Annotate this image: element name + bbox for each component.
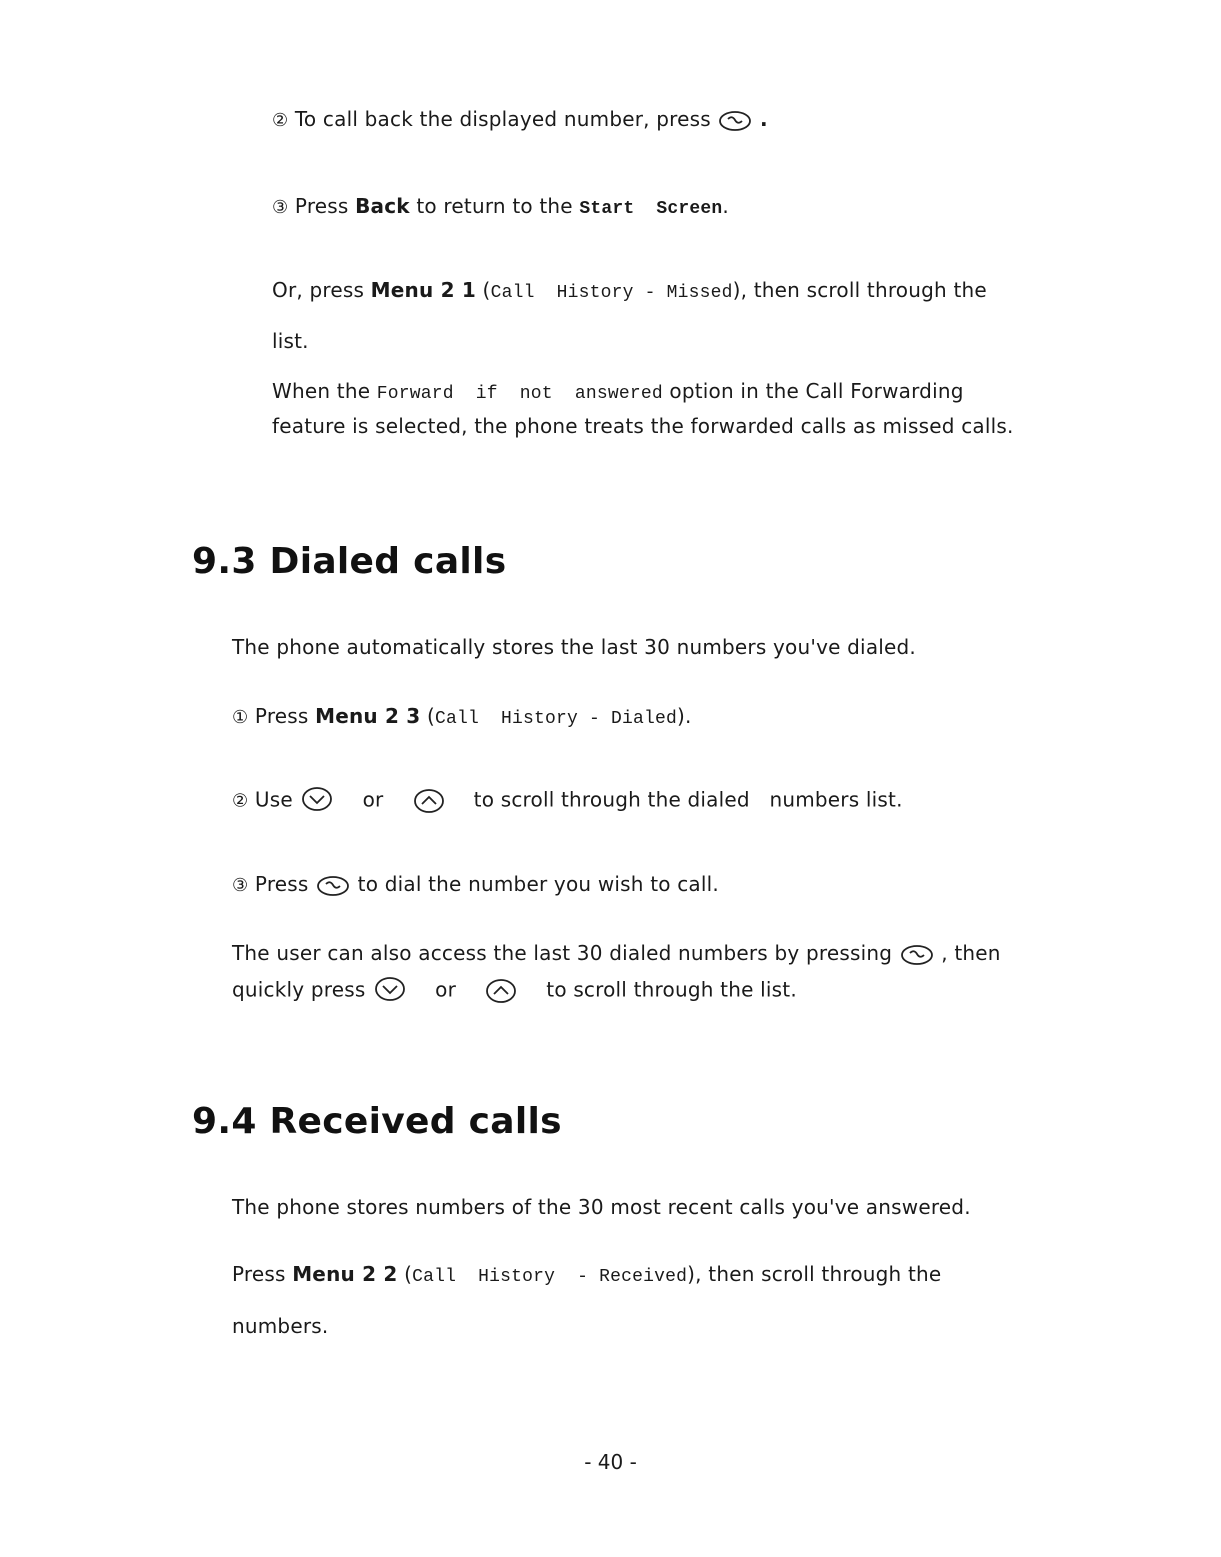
scroll-down-key-icon — [299, 786, 335, 816]
section-heading-received: 9.4 Received calls — [192, 1101, 562, 1142]
note-post: , then — [941, 941, 1001, 965]
step-pre: Press — [294, 194, 349, 218]
step-pre: Press — [254, 704, 309, 728]
step-text: To call back the displayed number, press — [294, 107, 711, 131]
step-marker: ③ — [232, 875, 249, 896]
back-key-label: Back — [355, 194, 410, 218]
menu-path: Call History - Missed — [490, 283, 733, 303]
paren-close: ) — [732, 278, 741, 302]
send-key-icon — [315, 873, 351, 899]
scroll-down-key-icon — [372, 976, 408, 1006]
step-tail: . — [722, 194, 729, 218]
scroll-up-key-icon — [411, 786, 447, 816]
menu-shortcut: Menu 2 1 — [370, 278, 476, 302]
received-step — [232, 1261, 941, 1290]
step-call-back — [272, 106, 768, 134]
page-number: - 40 - — [584, 1450, 637, 1474]
or-press-menu-line — [272, 277, 987, 306]
note-line2-post: to scroll through the list. — [546, 977, 797, 1002]
paren-open: ( — [482, 278, 491, 302]
dialed-step3 — [232, 871, 719, 899]
received-step-wrap: numbers. — [232, 1314, 329, 1338]
step-press-back — [272, 193, 729, 222]
step-pre: Press — [232, 1262, 286, 1286]
step-marker: ③ — [272, 197, 289, 218]
send-key-icon — [717, 108, 753, 134]
or-text: or — [435, 977, 457, 1002]
forward-option: Forward if not answered — [376, 384, 663, 404]
dialed-note-line1 — [232, 940, 1001, 968]
paren-close: ). — [677, 704, 692, 728]
note-line2-pre: quickly press — [232, 977, 366, 1002]
section-heading-dialed: 9.3 Dialed calls — [192, 541, 507, 582]
dialed-step1 — [232, 703, 692, 732]
menu-path: Call History - Dialed — [435, 709, 678, 729]
or-post: , then scroll through the — [740, 278, 987, 302]
scroll-up-key-icon — [483, 976, 519, 1006]
note-pre: The user can also access the last 30 dialed numbers by pressing — [232, 941, 893, 965]
paren-open: ( — [404, 1262, 413, 1286]
dialed-note-line2 — [232, 976, 797, 1006]
menu-shortcut: Menu 2 3 — [315, 704, 421, 728]
step-marker: ② — [232, 790, 249, 812]
send-key-icon — [899, 942, 935, 968]
forward-note-line1 — [272, 378, 964, 407]
paren-close: ) — [687, 1262, 696, 1286]
dialed-step2 — [232, 786, 903, 816]
step-post: to scroll through the dialed numbers list. — [473, 787, 903, 812]
or-pre: Or, press — [272, 278, 365, 302]
step-marker: ① — [232, 707, 249, 728]
or-text: or — [362, 787, 384, 812]
menu-path: Call History - Received — [412, 1267, 688, 1287]
step-mid: to return to the — [416, 194, 573, 218]
menu-shortcut: Menu 2 2 — [292, 1262, 398, 1286]
forward-post: option in the Call Forwarding — [669, 379, 964, 403]
start-screen-label: Start Screen — [579, 199, 723, 219]
or-line-wrap: list. — [272, 329, 309, 353]
step-post: to dial the number you wish to call. — [357, 872, 719, 896]
step-tail: . — [760, 107, 768, 131]
step-pre: Use — [254, 787, 293, 812]
dialed-intro: The phone automatically stores the last 30 numbers you've dialed. — [232, 635, 916, 659]
forward-pre: When the — [272, 379, 371, 403]
received-intro: The phone stores numbers of the 30 most recent calls you've answered. — [232, 1195, 971, 1219]
paren-open: ( — [426, 704, 435, 728]
step-marker: ② — [272, 110, 289, 131]
forward-note-line2: feature is selected, the phone treats the forwarded calls as missed calls. — [272, 414, 1014, 438]
step-post: , then scroll through the — [695, 1262, 942, 1286]
step-pre: Press — [254, 872, 309, 896]
